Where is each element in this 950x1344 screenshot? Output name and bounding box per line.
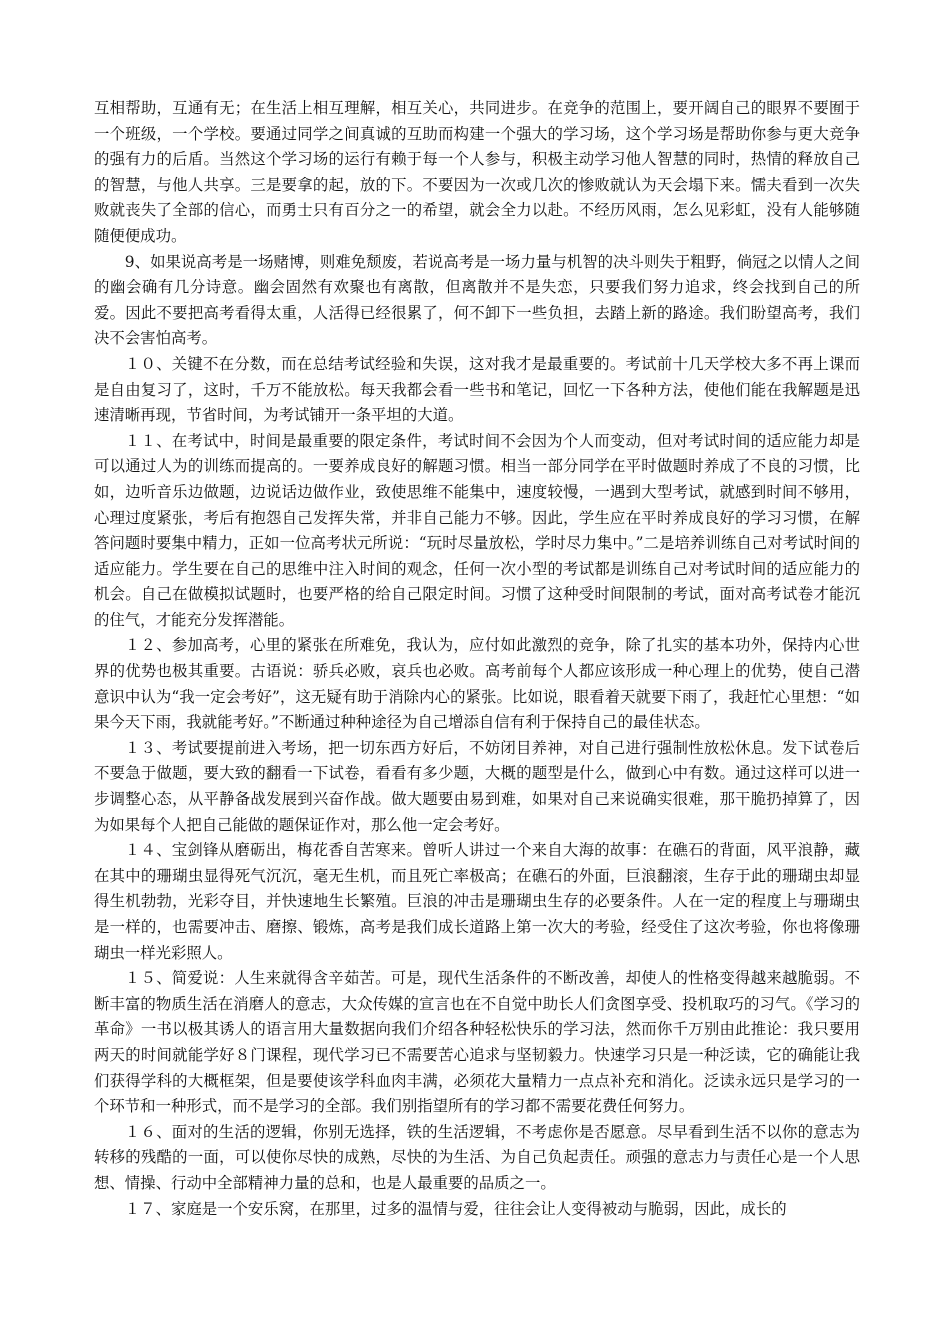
paragraph-continuation: 互相帮助，互通有无；在生活上相互理解，相互关心，共同进步。在竞争的范围上，要开阔自己的眼界不要囿于一个班级，一个学校。要通过同学之间真诚的互助而构建一个强大的学习场，这个学习场是帮助你参与更大竞争的强有力的后盾。当然这个学习场的运行有赖于每一个人参与，积极主动学习他人智慧的同时，热情的释放自己的智慧，与他人共享。三是要拿的起，放的下。不要因为一次或几次的惨败就认为天会塌下来。懦夫看到一次失败就丧失了全部的信心，而勇士只有百分之一的希望，就会全力以赴。不经历风雨，怎么见彩虹，没有人能够随随便便成功。 — [94, 99, 860, 245]
paragraph-14: １４、宝剑锋从磨砺出，梅花香自苦寒来。曾听人讲过一个来自大海的故事：在礁石的背面，风平浪静，藏在其中的珊瑚虫显得死气沉沉，毫无生机，而且死亡率极高；在礁石的外面，巨浪翻滚，生存于此的珊瑚虫却显得生机勃勃，光彩夺目，并快速地生长繁殖。巨浪的冲击是珊瑚虫生存的必要条件。人在一定的程度上与珊瑚虫是一样的，也需要冲击、磨擦、锻炼，高考是我们成长道路上第一次大的考验，经受住了这次考验，你也将像珊瑚虫一样光彩照人。 — [94, 841, 860, 962]
paragraph-13: １３、考试要提前进入考场，把一切东西方好后，不妨闭目养神，对自己进行强制性放松休息。发下试卷后不要急于做题，要大致的翻看一下试卷，看看有多少题，大概的题型是什么，做到心中有数。通过这样可以进一步调整心态，从平静备战发展到兴奋作战。做大题要由易到难，如果对自己来说确实很难，那干脆扔掉算了，因为如果每个人把自己能做的题保证作对，那么他一定会考好。 — [94, 738, 860, 834]
paragraph-12: １２、参加高考，心里的紧张在所难免，我认为，应付如此激烈的竞争，除了扎实的基本功外，保持内心世界的优势也极其重要。古语说：骄兵必败，哀兵也必败。高考前每个人都应该形成一种心理上的优势，使自己潜意识中认为“我一定会考好”，这无疑有助于消除内心的紧张。比如说，眼看着天就要下雨了，我赶忙心里想：“如果今天下雨，我就能考好。”不断通过种种途径为自己增添自信有利于保持自己的最佳状态。 — [94, 636, 860, 732]
paragraph-10: １０、关键不在分数，而在总结考试经验和失误，这对我才是最重要的。考试前十几天学校大多不再上课而是自由复习了，这时，千万不能放松。每天我都会看一些书和笔记，回忆一下各种方法，使他们能在我解题是迅速清晰再现，节省时间，为考试铺开一条平坦的大道。 — [94, 354, 860, 425]
paragraph-9: 9、如果说高考是一场赌博，则难免颓废，若说高考是一场力量与机智的决斗则失于粗野，倘冠之以情人之间的幽会确有几分诗意。幽会固然有欢聚也有离散，但离散并不是失恋，只要我们努力追求，终会找到自己的所爱。因此不要把高考看得太重，人活得已经很累了，何不卸下一些负担，去踏上新的路途。我们盼望高考，我们决不会害怕高考。 — [94, 252, 860, 348]
paragraph-17: １７、家庭是一个安乐窝，在那里，过多的温情与爱，往往会让人变得被动与脆弱，因此，成长的 — [124, 1199, 787, 1218]
document-page — [94, 96, 860, 1222]
paragraph-16: １６、面对的生活的逻辑，你别无选择，铁的生活逻辑，不考虑你是否愿意。尽早看到生活不以你的意志为转移的残酷的一面，可以使你尽快的成熟，尽快的为生活、为自己负起责任。顽强的意志力与责任心是一个人思想、情操、行动中全部精神力量的总和，也是人最重要的品质之一。 — [94, 1122, 860, 1192]
paragraph-15: １５、简爱说：人生来就得含辛茹苦。可是，现代生活条件的不断改善，却使人的性格变得越来越脆弱。不断丰富的物质生活在消磨人的意志，大众传媒的宣言也在不自觉中助长人们贪图享受、投机取巧的习气。《学习的革命》一书以极其诱人的语言用大量数据向我们介绍各种轻松快乐的学习法，然而你千万别由此推论：我只要用两天的时间就能学好８门课程，现代学习已不需要苦心追求与坚韧毅力。快速学习只是一种泛读，它的确能让我们获得学科的大概框架，但是要使该学科血肉丰满，必须花大量精力一点点补充和消化。泛读永远只是学习的一个环节和一种形式，而不是学习的全部。我们别指望所有的学习都不需要花费任何努力。 — [94, 969, 860, 1116]
paragraph-11: １１、在考试中，时间是最重要的限定条件，考试时间不会因为个人而变动，但对考试时间的适应能力却是可以通过人为的训练而提高的。一要养成良好的解题习惯。相当一部分同学在平时做题时养成了不良的习惯，比如，边听音乐边做题，边说话边做作业，致使思维不能集中，速度较慢，一遇到大型考试，就感到时间不够用，心理过度紧张，考后有抱怨自己发挥失常，并非自己能力不够。因此，学生应在平时养成良好的学习习惯，在解答问题时要集中精力，正如一位高考状元所说：“玩时尽量放松，学时尽力集中。”二是培养训练自己对考试时间的适应能力。学生要在自己的思维中注入时间的观念，任何一次小型的考试都是训练自己对考试时间的适应能力的机会。自己在做模拟试题时，也要严格的给自己限定时间。习惯了这种受时间限制的考试，面对高考试卷才能沉的住气，才能充分发挥潜能。 — [94, 431, 860, 629]
